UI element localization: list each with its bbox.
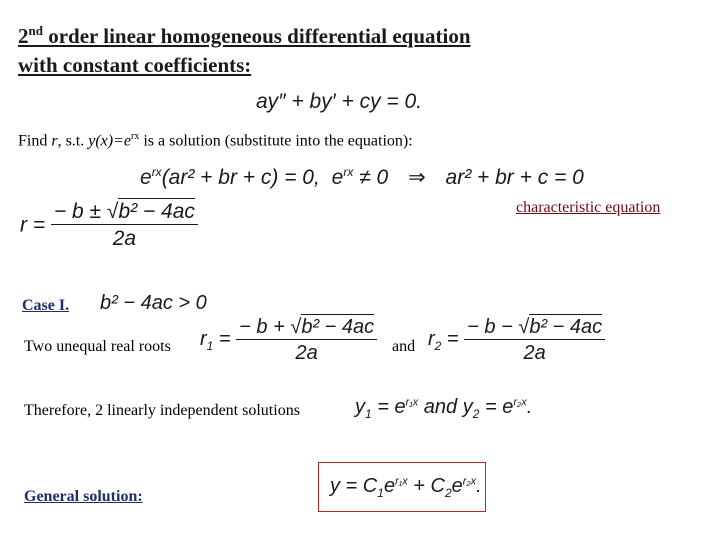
root-r1: $r_1$ = $\frac{\text{− b + √b² − 4ac}}{2a}$	[200, 316, 377, 365]
independent-solutions-formula: $y_1 = e^{r_1x}$ and $y_2 = e^{r_2x}$.	[355, 396, 533, 421]
find-r-text: Find r, s.t. $y(x)=e^{rx}$ is a solution (substitute into the equation):	[18, 131, 413, 150]
independent-solutions-text: Therefore, 2 linearly independent solutions	[24, 402, 300, 419]
general-solution-label: General solution:	[24, 488, 143, 505]
title-line-2: with constant coefficients:	[18, 53, 252, 77]
general-solution-formula: $y = C_1e^{r_1x} + C_2e^{r_2x}$.	[330, 475, 482, 500]
case-1-label: Case I.	[22, 297, 70, 314]
quadratic-formula: r = $\frac{\text{− b ± √b² − 4ac}}{2a}$	[20, 200, 198, 251]
slide-title	[18, 16, 471, 80]
characteristic-equation-label: characteristic equation	[516, 199, 661, 216]
substitution-line: $e^{rx}(ar^2$ + br + c) = 0, $e^{rx} \ne 0$ ⇒ ar² + br + c = 0	[140, 165, 584, 189]
ode-equation: ay″ + by′ + cy = 0.	[256, 90, 423, 113]
title-line-1: 2nd order linear homogeneous differential equation	[18, 23, 471, 48]
two-roots-text: Two unequal real roots	[24, 338, 171, 355]
and-text: and	[392, 338, 416, 355]
root-r2: $r_2$ = $\frac{\text{− b − √b² − 4ac}}{2a}$	[428, 316, 605, 365]
case-1-condition: b² − 4ac > 0	[100, 292, 207, 314]
